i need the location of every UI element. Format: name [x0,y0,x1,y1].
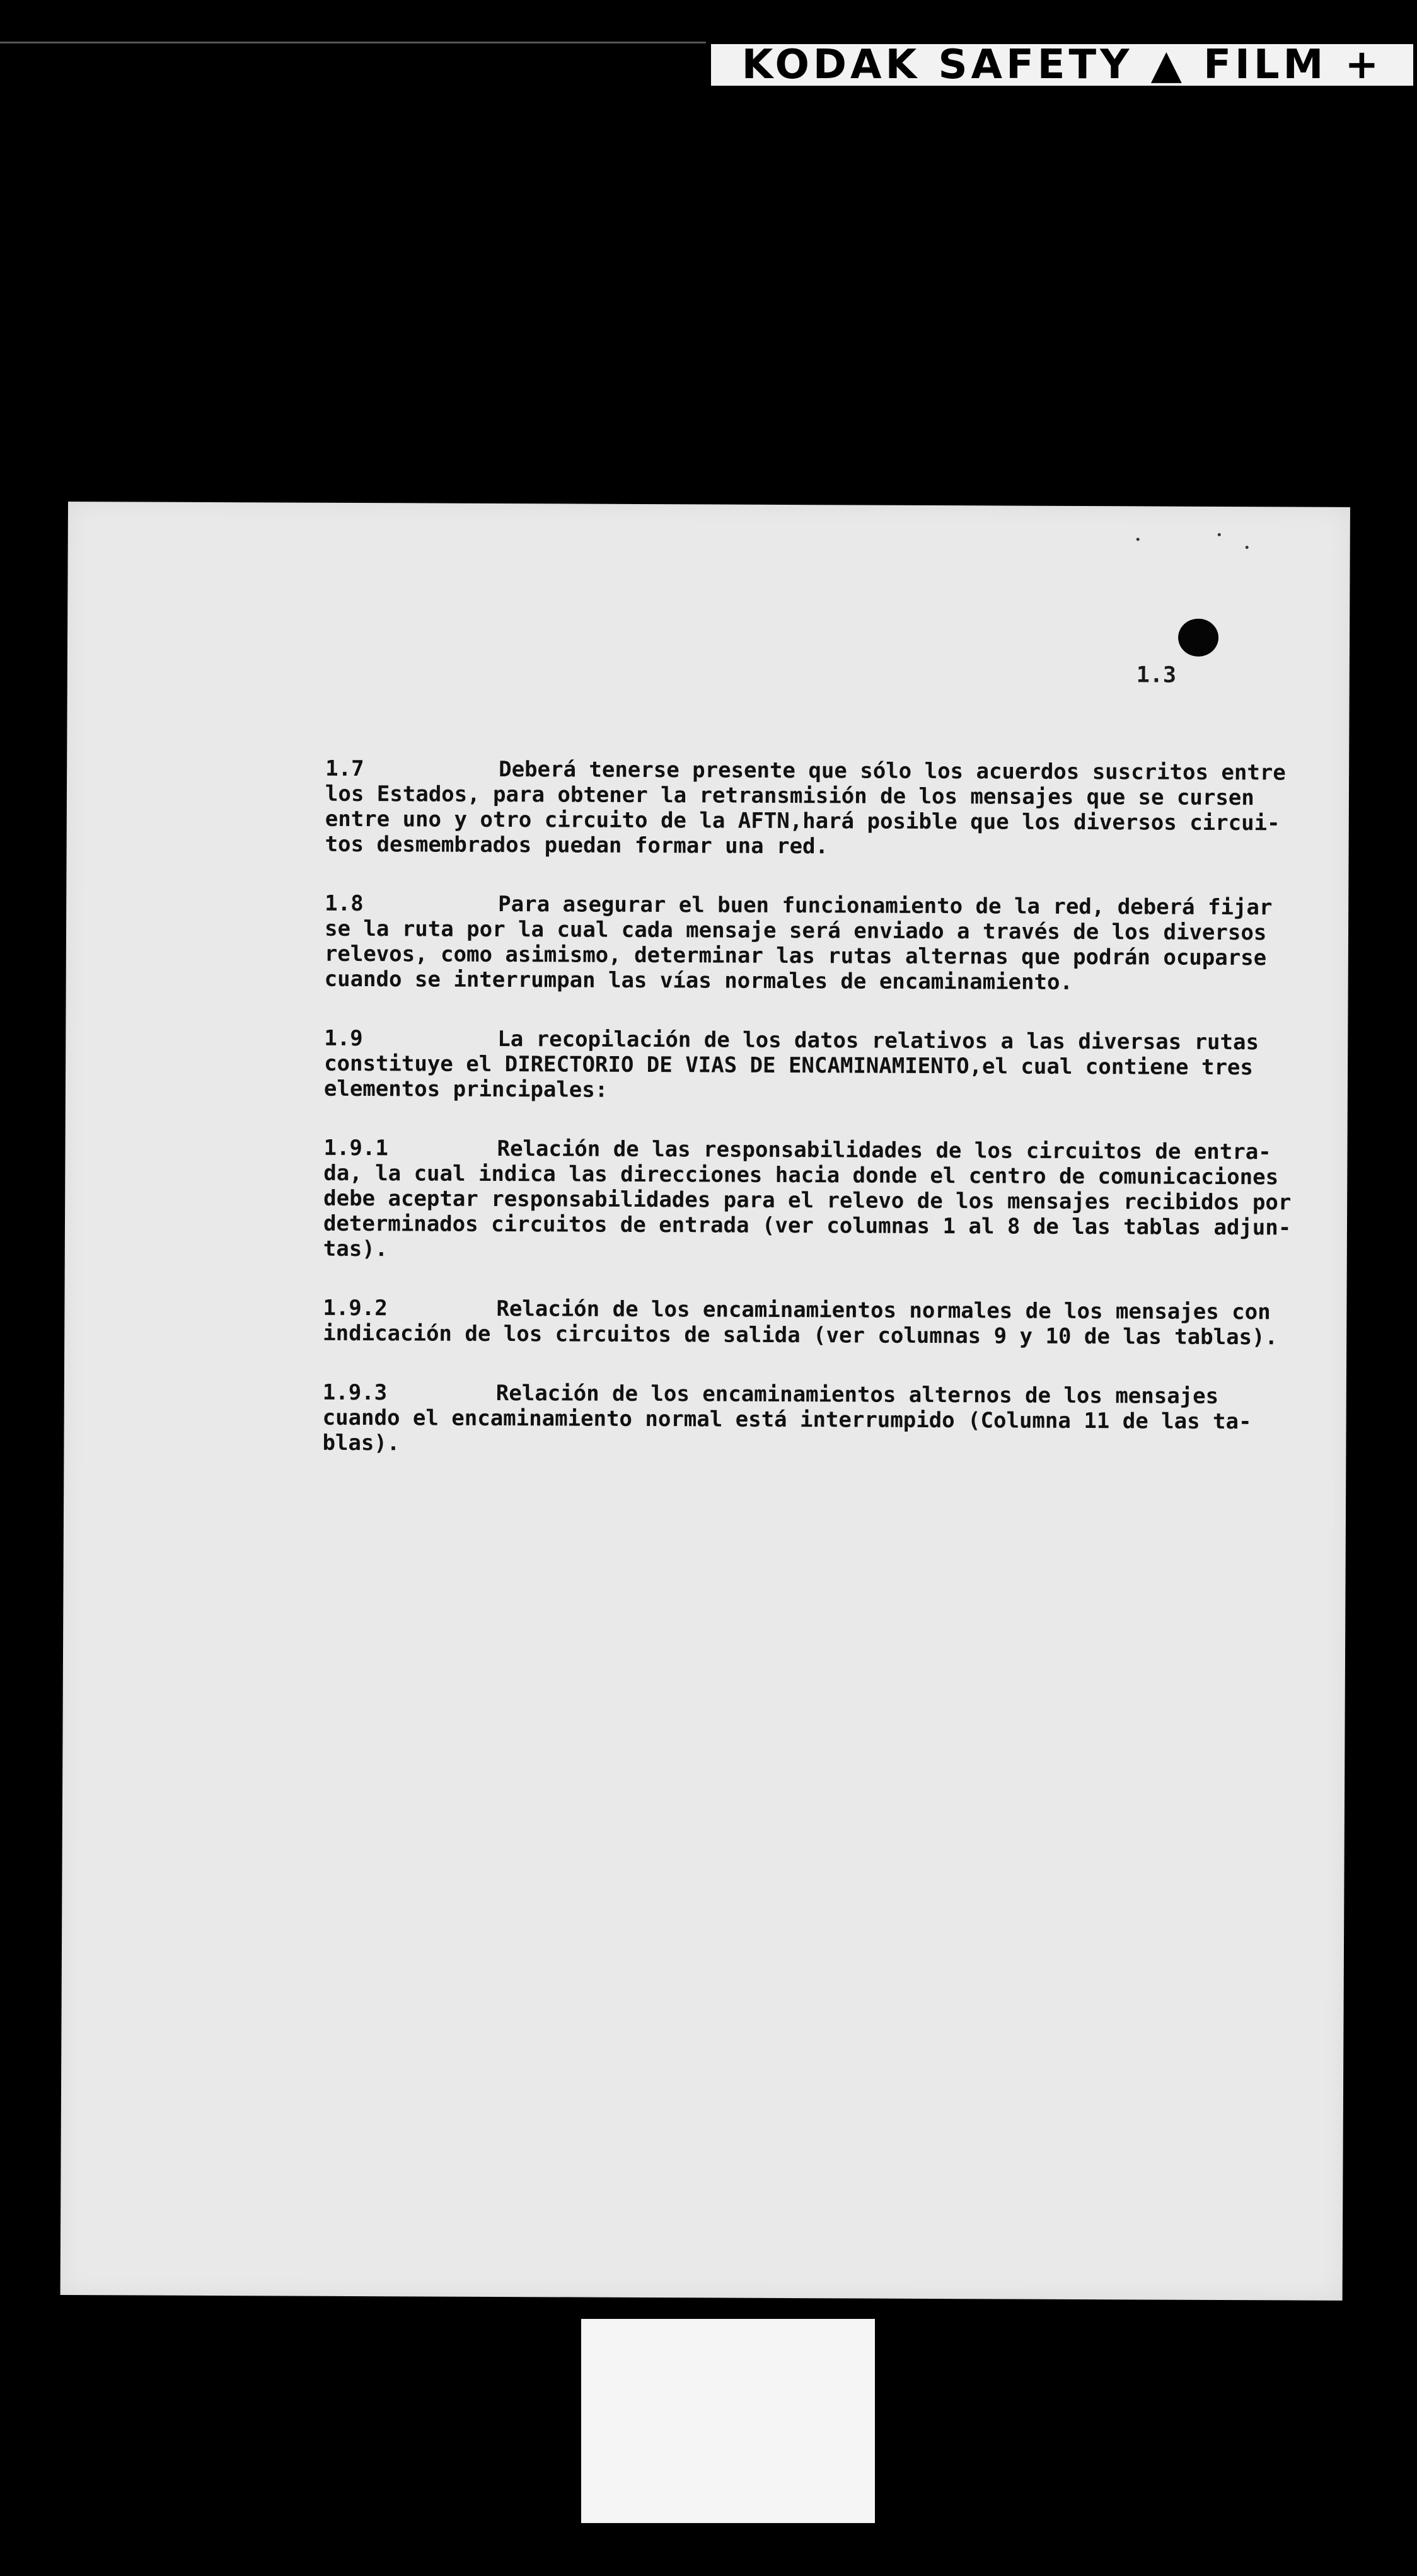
speck-mark [1218,533,1221,536]
speck-mark [1246,546,1249,549]
text-line: los Estados, para obtener la retransmisión de los mensajes que se cursen [325,781,1254,811]
text-line: debe aceptar responsabilidades para el relevo de los mensajes recibidos por [323,1185,1292,1216]
paragraph-first-line [323,1380,1331,1410]
paragraph-1-8 [325,891,1334,996]
text-line: da, la cual indica las direcciones hacia donde el centro de comunicaciones [323,1160,1279,1190]
paragraph-first-line [325,891,1333,921]
document-page [61,502,1350,2301]
text-line: Para asegurar el buen funcionamiento de la red, deberá fijar [498,891,1273,921]
film-edge-line [0,42,706,43]
text-line: constituye el DIRECTORIO DE VIAS DE ENCAMINAMIENTO,el cual contiene tres [324,1050,1254,1081]
text-line: Deberá tenerse presente que sólo los acuerdos suscritos entre [499,756,1286,786]
paragraph-first-line [323,1136,1332,1165]
paragraph-number: 1.9 [324,1025,363,1052]
text-line: La recopilación de los datos relativos a las diversas rutas [497,1026,1259,1055]
paragraph-number: 1.9.1 [323,1135,388,1161]
text-line: cuando se interrumpan las vías normales de encaminamiento. [324,966,1073,995]
paragraph-1-9-2 [323,1296,1331,1350]
hole-punch-mark [1178,619,1218,657]
text-line: tas). [323,1236,388,1262]
text-line: Relación de los encaminamientos alternos de los mensajes [495,1380,1219,1409]
text-line: blas). [322,1430,400,1456]
paragraph-number: 1.9.3 [322,1379,388,1406]
text-line: Relación de los encaminamientos normales de los mensajes con [496,1296,1271,1325]
speck-mark [1136,538,1140,541]
paragraph-number: 1.8 [325,890,364,917]
paragraph-1-9-1 [323,1136,1333,1266]
paragraph-first-line [325,756,1334,786]
text-line: cuando el encaminamiento normal está interrumpido (Columna 11 de las ta- [322,1405,1252,1435]
page-number: 1.3 [1136,662,1177,688]
paragraph-1-9-3 [322,1380,1331,1460]
text-line: entre uno y otro circuito de la AFTN,hará posible que los diversos circui- [325,806,1280,836]
document-body [322,756,1334,1494]
blank-target-card [581,2319,875,2523]
paragraph-first-line [323,1296,1331,1325]
text-line: indicación de los circuitos de salida (ver columnas 9 y 10 de las tablas). [323,1320,1278,1350]
text-line: relevos, como asimismo, determinar las rutas alternas que podrán ocuparse [324,941,1267,971]
paragraph-number: 1.9.2 [323,1295,388,1321]
paragraph-first-line [324,1026,1333,1055]
paragraph-1-9 [324,1026,1333,1106]
text-line: Relación de las responsabilidades de los circuitos de entra- [497,1136,1271,1165]
text-line: tos desmembrados puedan formar una red. [325,831,829,860]
paragraph-number: 1.7 [325,756,364,782]
text-line: se la ruta por la cual cada mensaje será enviado a través de los diversos [324,916,1267,946]
film-edge-banner: KODAK SAFETY ▲ FILM + [711,44,1413,86]
text-line: determinados circuitos de entrada (ver columnas 1 al 8 de las tablas adjun- [323,1210,1292,1241]
text-line: elementos principales: [323,1076,608,1103]
paragraph-1-7 [325,756,1334,861]
